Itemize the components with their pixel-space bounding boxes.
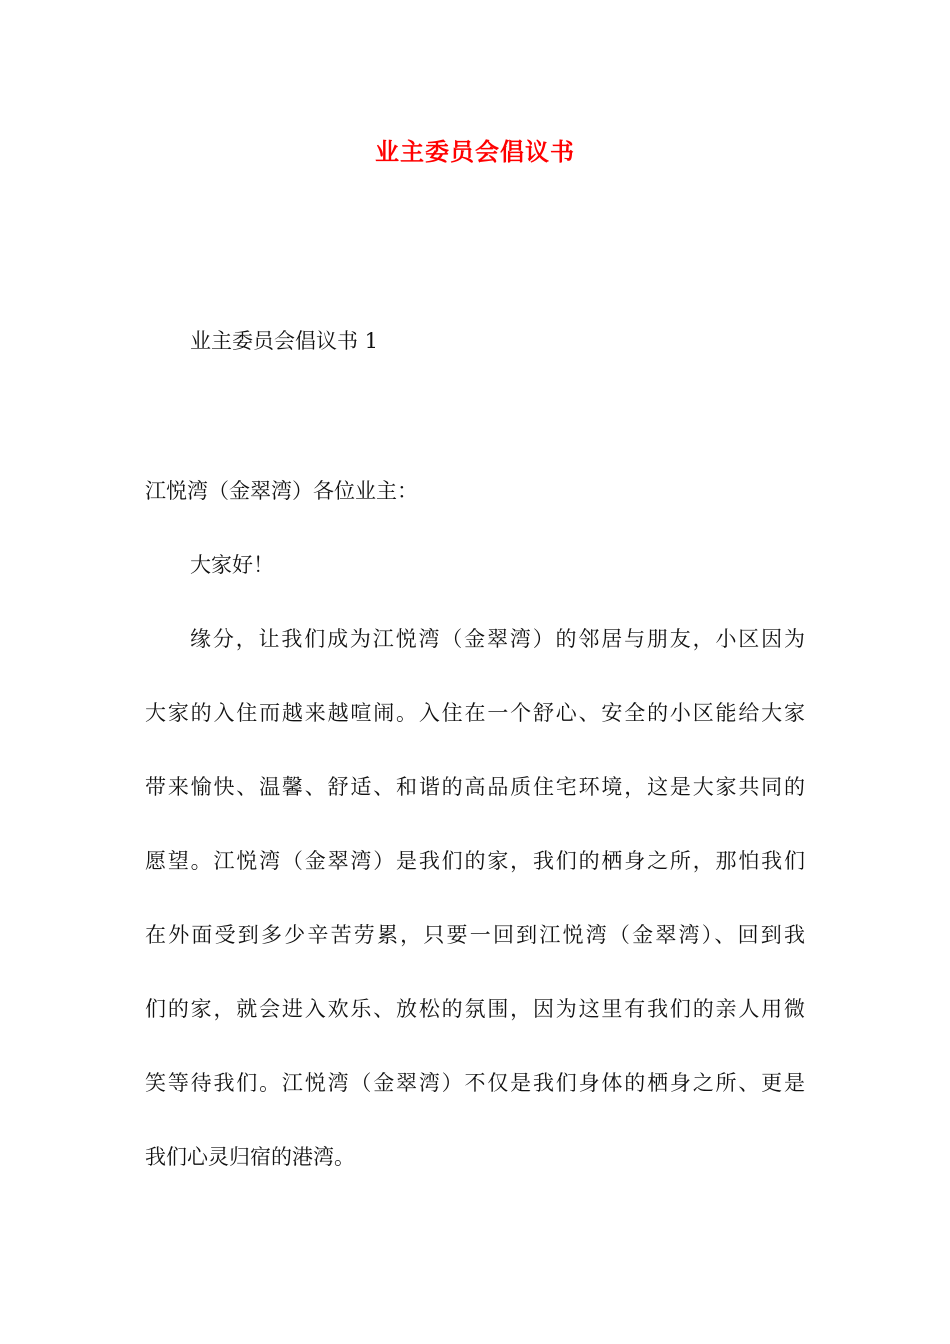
paragraph-line: 愿望。江悦湾（金翠湾）是我们的家，我们的栖身之所，那怕我们 [145,849,805,873]
paragraph-line: 们的家，就会进入欢乐、放松的氛围，因为这里有我们的亲人用微 [145,997,805,1021]
greeting-line: 大家好！ [190,553,274,577]
document-title: 业主委员会倡议书 [375,137,575,166]
body-paragraph [145,623,805,1215]
section-heading: 业主委员会倡议书 1 [190,329,379,353]
paragraph-line: 笑等待我们。江悦湾（金翠湾）不仅是我们身体的栖身之所、更是 [145,1071,805,1095]
paragraph-line: 带来愉快、温馨、舒适、和谐的高品质住宅环境，这是大家共同的 [145,775,805,799]
salutation-line: 江悦湾（金翠湾）各位业主： [145,479,418,503]
paragraph-line: 大家的入住而越来越喧闹。入住在一个舒心、安全的小区能给大家 [145,701,805,725]
paragraph-line: 我们心灵归宿的港湾。 [145,1145,355,1169]
paragraph-line: 缘分，让我们成为江悦湾（金翠湾）的邻居与朋友，小区因为 [190,627,805,651]
paragraph-line: 在外面受到多少辛苦劳累，只要一回到江悦湾（金翠湾）、回到我 [145,923,805,947]
